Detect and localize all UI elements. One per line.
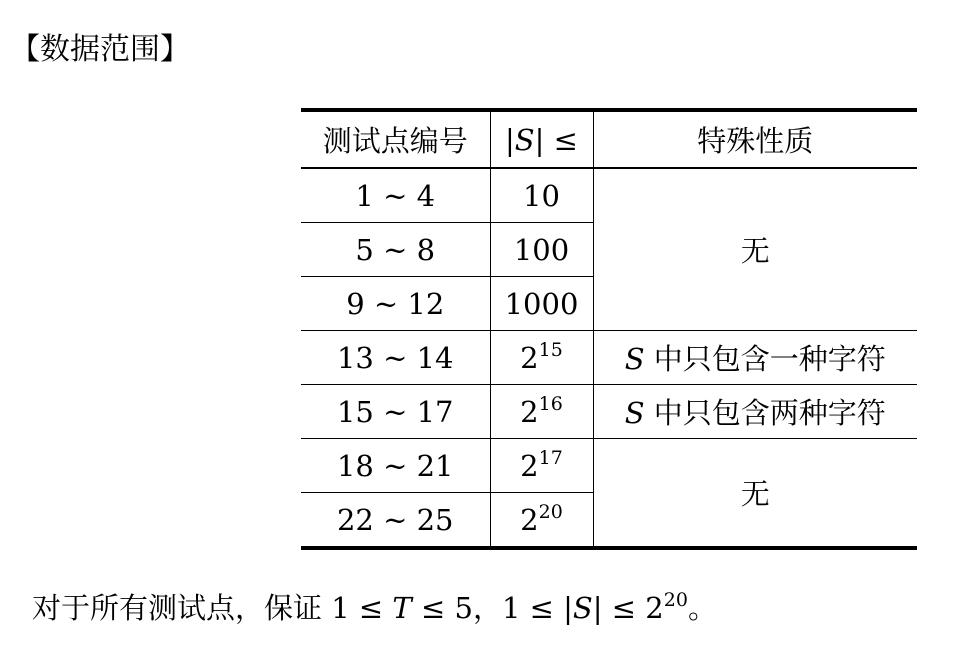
note-s-right: | ≤ 2	[592, 591, 664, 625]
note-t-right: ≤ 5	[411, 591, 473, 625]
cell-bound	[490, 385, 593, 439]
bound-base: 1000	[504, 286, 579, 321]
table-row	[301, 439, 917, 493]
note-end: 。	[687, 591, 717, 625]
bound-base: 2	[520, 502, 539, 537]
cell-range: 22 ~ 25	[301, 493, 490, 549]
header-property: 特殊性质	[593, 110, 917, 168]
cell-range: 18 ~ 21	[301, 439, 490, 493]
property-text: 中只包含一种字符	[644, 342, 886, 376]
note-prefix: 对于所有测试点，保证	[32, 591, 332, 625]
bound-base: 2	[520, 448, 539, 483]
note-t-var: T	[392, 591, 412, 625]
cell-bound	[490, 331, 593, 385]
cell-range: 5 ~ 8	[301, 223, 490, 277]
note-s-exponent: 20	[663, 589, 688, 611]
cell-bound	[490, 223, 593, 277]
cell-property-two-chars	[593, 385, 917, 439]
cell-range: 15 ~ 17	[301, 385, 490, 439]
header-s-suffix: | ≤	[534, 122, 578, 157]
property-var: S	[624, 396, 645, 430]
bound-base: 2	[520, 394, 539, 429]
cell-range: 1 ~ 4	[301, 168, 490, 223]
cell-property-none: 无	[593, 439, 917, 549]
header-s-prefix: |	[505, 122, 515, 157]
note-s-left: 1 ≤ |	[501, 591, 573, 625]
section-heading: 【数据范围】	[10, 32, 190, 67]
bound-base: 10	[523, 178, 560, 213]
cell-bound	[490, 168, 593, 223]
cell-property-none: 无	[593, 168, 917, 331]
note-s-var: S	[572, 591, 593, 625]
bound-base: 2	[520, 340, 539, 375]
cell-bound	[490, 493, 593, 549]
note-separator: ，	[472, 591, 502, 625]
table-header-row	[301, 110, 917, 168]
note-t-left: 1 ≤	[331, 591, 393, 625]
cell-bound	[490, 439, 593, 493]
header-s-var: S	[514, 122, 535, 157]
bound-exponent: 20	[538, 500, 563, 523]
table-row	[301, 168, 917, 223]
constraint-note	[32, 588, 717, 628]
bound-exponent: 17	[538, 446, 563, 469]
cell-range: 13 ~ 14	[301, 331, 490, 385]
bound-exponent: 16	[538, 392, 563, 415]
property-var: S	[624, 342, 645, 376]
data-range-table	[301, 108, 917, 550]
cell-range: 9 ~ 12	[301, 277, 490, 331]
header-test-id: 测试点编号	[301, 110, 490, 168]
property-text: 中只包含两种字符	[644, 396, 886, 430]
bound-base: 100	[513, 232, 570, 267]
header-s-bound	[490, 110, 593, 168]
cell-bound	[490, 277, 593, 331]
table-row	[301, 331, 917, 385]
bound-exponent: 15	[538, 338, 563, 361]
table-row	[301, 385, 917, 439]
cell-property-one-char	[593, 331, 917, 385]
